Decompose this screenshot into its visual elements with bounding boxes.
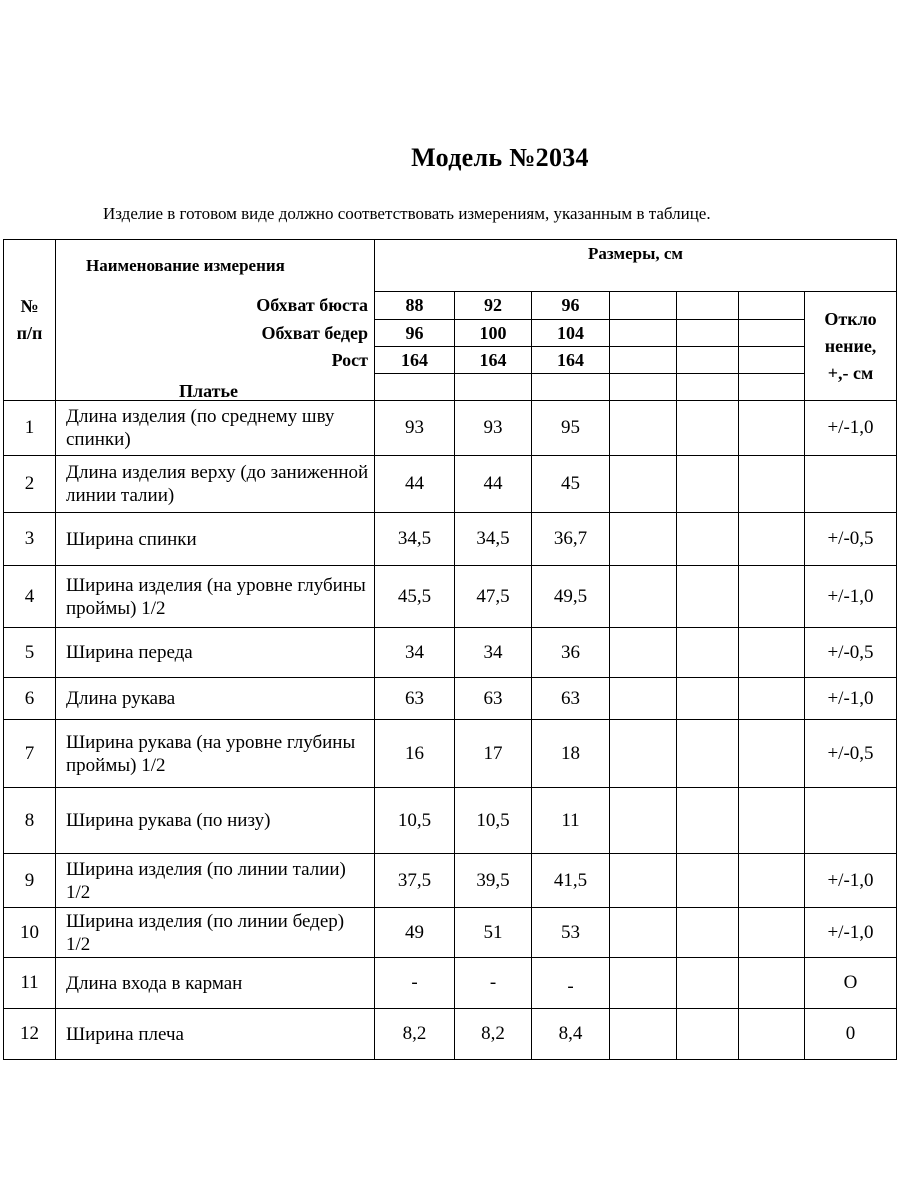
row-value: 44 [375,456,455,513]
empty-cell [739,566,805,628]
empty-cell [739,513,805,566]
empty-size-cell [677,320,739,347]
row-number: 8 [4,788,56,854]
row-value: 44 [455,456,532,513]
measurements-table [3,239,897,1060]
empty-cell [677,720,739,788]
row-value: 10,5 [455,788,532,854]
row-tolerance: 0 [805,1009,897,1060]
row-measurement-name: Ширина спинки [56,513,375,566]
row-value: 8,2 [375,1009,455,1060]
row-value: - [375,958,455,1009]
empty-cell [739,958,805,1009]
row-number: 4 [4,566,56,628]
empty-cell [739,854,805,908]
table-row [4,908,897,958]
empty-size-cell [610,347,677,374]
row-value: 51 [455,908,532,958]
row-value: 49,5 [532,566,610,628]
empty-cell [610,854,677,908]
row-value: - [532,958,610,1009]
size-param-value: 96 [532,292,610,320]
table-row [4,401,897,456]
empty-size-cell [610,292,677,320]
row-value: 8,4 [532,1009,610,1060]
row-measurement-name: Длина рукава [56,678,375,720]
row-measurement-name: Ширина изделия (на уровне глубины проймы) 1/2 [56,566,375,628]
row-number: 2 [4,456,56,513]
empty-cell [677,401,739,456]
row-tolerance: +/-1,0 [805,566,897,628]
row-value: 45,5 [375,566,455,628]
empty-cell [677,958,739,1009]
empty-size-cell [739,347,805,374]
table-row [4,513,897,566]
row-value: 10,5 [375,788,455,854]
row-tolerance [805,788,897,854]
row-tolerance: +/-0,5 [805,628,897,678]
empty-cell [739,401,805,456]
empty-size-cell [677,347,739,374]
empty-cell [677,908,739,958]
row-number: 3 [4,513,56,566]
row-value: 95 [532,401,610,456]
empty-size-cell [739,374,805,401]
empty-cell [677,1009,739,1060]
table-row [4,1009,897,1060]
empty-cell [677,788,739,854]
row-number: 1 [4,401,56,456]
row-value: 18 [532,720,610,788]
row-number: 9 [4,854,56,908]
number-column-header [4,240,56,401]
size-param-value: 164 [532,347,610,374]
row-value: - [455,958,532,1009]
name-column-header: Наименование измерения [56,240,375,292]
row-measurement-name: Ширина изделия (по линии талии) 1/2 [56,854,375,908]
empty-cell [610,401,677,456]
empty-cell [610,788,677,854]
row-value: 34,5 [455,513,532,566]
table-row [4,788,897,854]
empty-size-cell [677,374,739,401]
empty-size-cell [532,374,610,401]
row-value: 47,5 [455,566,532,628]
empty-size-cell [455,374,532,401]
empty-cell [739,678,805,720]
row-value: 93 [455,401,532,456]
row-measurement-name: Длина входа в карман [56,958,375,1009]
empty-cell [610,720,677,788]
row-value: 34 [375,628,455,678]
row-tolerance [805,456,897,513]
row-value: 63 [375,678,455,720]
table-row [4,628,897,678]
row-measurement-name: Ширина изделия (по линии бедер) 1/2 [56,908,375,958]
empty-size-cell [677,292,739,320]
row-number: 6 [4,678,56,720]
row-tolerance: +/-0,5 [805,720,897,788]
row-value: 36,7 [532,513,610,566]
size-param-label: Рост [56,347,375,374]
empty-cell [739,456,805,513]
sizes-header: Размеры, см [375,240,897,292]
row-value: 17 [455,720,532,788]
number-column-header-text: № п/п [16,296,43,343]
empty-size-cell [739,320,805,347]
garment-label: Платье [56,374,375,401]
size-param-value: 92 [455,292,532,320]
row-value: 63 [455,678,532,720]
size-param-value: 100 [455,320,532,347]
row-value: 45 [532,456,610,513]
row-value: 36 [532,628,610,678]
empty-cell [610,678,677,720]
row-value: 11 [532,788,610,854]
size-param-value: 96 [375,320,455,347]
tolerance-column-header [805,292,897,401]
row-number: 5 [4,628,56,678]
row-tolerance: +/-1,0 [805,854,897,908]
page-subtitle: Изделие в готовом виде должно соответствовать измерениям, указанным в таблице. [103,204,711,223]
empty-cell [677,628,739,678]
row-value: 63 [532,678,610,720]
row-measurement-name: Длина изделия (по среднему шву спинки) [56,401,375,456]
row-value: 49 [375,908,455,958]
row-value: 41,5 [532,854,610,908]
table-row [4,854,897,908]
empty-cell [610,958,677,1009]
empty-cell [610,456,677,513]
empty-cell [739,908,805,958]
row-number: 10 [4,908,56,958]
row-tolerance: О [805,958,897,1009]
row-value: 16 [375,720,455,788]
size-param-value: 164 [375,347,455,374]
empty-size-cell [375,374,455,401]
empty-cell [739,788,805,854]
row-measurement-name: Ширина переда [56,628,375,678]
row-tolerance: +/-1,0 [805,401,897,456]
row-measurement-name: Ширина рукава (по низу) [56,788,375,854]
row-measurement-name: Ширина рукава (на уровне глубины проймы) 1/2 [56,720,375,788]
empty-cell [610,513,677,566]
size-param-label: Обхват бюста [56,292,375,320]
row-measurement-name: Длина изделия верху (до заниженной линии талии) [56,456,375,513]
empty-cell [610,908,677,958]
table-row [4,720,897,788]
empty-cell [677,566,739,628]
empty-cell [677,854,739,908]
empty-size-cell [739,292,805,320]
table-row [4,678,897,720]
size-param-value: 88 [375,292,455,320]
row-value: 39,5 [455,854,532,908]
empty-size-cell [610,374,677,401]
empty-cell [610,628,677,678]
empty-cell [610,1009,677,1060]
row-value: 34 [455,628,532,678]
row-tolerance: +/-1,0 [805,908,897,958]
empty-cell [739,628,805,678]
row-tolerance: +/-1,0 [805,678,897,720]
empty-cell [739,1009,805,1060]
table-row [4,456,897,513]
row-measurement-name: Ширина плеча [56,1009,375,1060]
row-value: 53 [532,908,610,958]
row-number: 11 [4,958,56,1009]
row-number: 7 [4,720,56,788]
empty-cell [739,720,805,788]
table-row [4,958,897,1009]
empty-cell [610,566,677,628]
row-value: 8,2 [455,1009,532,1060]
size-param-label: Обхват бедер [56,320,375,347]
empty-cell [677,513,739,566]
row-number: 12 [4,1009,56,1060]
row-value: 93 [375,401,455,456]
table-row [4,566,897,628]
page-title: Модель №2034 [411,143,589,172]
row-tolerance: +/-0,5 [805,513,897,566]
empty-size-cell [610,320,677,347]
tolerance-column-header-text: Откло нение, +,- см [824,308,877,383]
row-value: 37,5 [375,854,455,908]
size-param-value: 104 [532,320,610,347]
empty-cell [677,678,739,720]
empty-cell [677,456,739,513]
size-param-value: 164 [455,347,532,374]
row-value: 34,5 [375,513,455,566]
